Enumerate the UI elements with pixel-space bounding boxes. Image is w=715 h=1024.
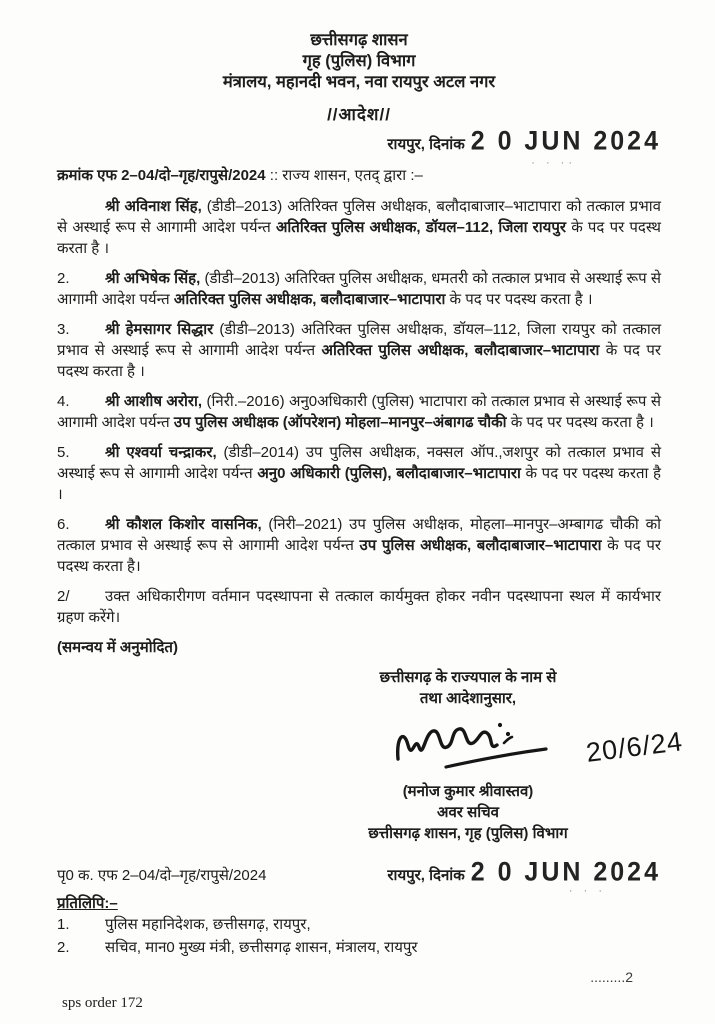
copy-item-number: 2. bbox=[57, 939, 70, 956]
para-text: (निरी.–2016) अनु0अधिकारी (पुलिस) भाटापारा को तत्काल प्रभाव से अस्थाई रूप से आगामी आदेश पर्यन्त bbox=[57, 393, 662, 431]
date-stamp: 2 0 JUN 2024 bbox=[470, 125, 661, 157]
page-number: .........2 bbox=[590, 969, 633, 985]
ref-rest: :: राज्य शासन, एतद् द्वारा :– bbox=[269, 167, 423, 184]
para-number: 3. bbox=[57, 321, 70, 338]
order-paragraph bbox=[57, 514, 661, 577]
para-text: (डीडी–2014) उप पुलिस अधीक्षक, नक्सल ऑप.,जशपुर को तत्काल प्रभाव से अस्थाई रूप से आगामी आदेश पर्यन्त bbox=[57, 444, 661, 482]
footer-date-stamp: 2 0 JUN 2024 bbox=[470, 856, 661, 888]
footer-ref-row bbox=[57, 856, 661, 897]
bottom-note: sps order 172 bbox=[62, 995, 143, 1011]
officer-name: श्री आशीष अरोरा, bbox=[105, 393, 203, 410]
signatory-name: (मनोज कुमार श्रीवास्तव) bbox=[402, 783, 534, 800]
dept-title: गृह (पुलिस) विभाग bbox=[302, 52, 416, 70]
officer-name: श्री एश्वर्या चन्द्राकर, bbox=[105, 444, 217, 461]
govt-title: छत्तीसगढ़ शासन bbox=[310, 31, 408, 49]
signatory-dept: छत्तीसगढ़ शासन, गृह (पुलिस) विभाग bbox=[368, 825, 568, 842]
copy-item-text: सचिव, मान0 मुख्य मंत्री, छत्तीसगढ़ शासन, मंत्रालय, रायपुर bbox=[105, 939, 418, 956]
stamp-smudge: · · ·· bbox=[531, 157, 576, 169]
para-text: (डीडी–2013) अतिरिक्त पुलिस अधीक्षक, धमतरी को तत्काल प्रभाव से अस्थाई रूप से आगामी आदेश पर्यन्त bbox=[57, 270, 662, 308]
date-line bbox=[57, 125, 661, 169]
para-number: 2. bbox=[57, 270, 70, 287]
order-paragraph bbox=[57, 442, 661, 505]
signatory-designation: अवर सचिव bbox=[437, 804, 499, 821]
para-text: (डीडी–2013) अतिरिक्त पुलिस अधीक्षक, बलौदाबाजार–भाटापारा को तत्काल प्रभाव से अस्थाई रूप से आगामी आदेश पर्यन्त bbox=[57, 198, 661, 236]
officer-name: श्री अभिषेक सिंह, bbox=[105, 270, 201, 287]
para-text: (निरी–2021) उप पुलिस अधीक्षक, मोहला–मानपुर–अम्बागढ चौकी को तत्काल प्रभाव से अस्थाई रूप से आगामी आदेश पर्यन्त bbox=[57, 516, 661, 554]
para-number: 4. bbox=[57, 393, 70, 410]
para-tail: के पद पर पदस्थ करता है । bbox=[57, 219, 662, 257]
para-number: 6. bbox=[57, 516, 70, 533]
signatory-authority-line2: तथा आदेशानुसार, bbox=[419, 690, 517, 707]
approval-note: (समन्वय में अनुमोदित) bbox=[57, 639, 178, 656]
para-tail: के पद पर पदस्थ करता है । bbox=[57, 342, 661, 380]
order-paragraph bbox=[57, 319, 661, 382]
copy-item-number: 1. bbox=[57, 916, 70, 933]
place-date-label: रायपुर, दिनांक bbox=[387, 136, 465, 153]
copy-to-label: प्रतिलिपि:– bbox=[57, 895, 118, 912]
officer-name: श्री हेमसागर सिद्धार bbox=[105, 321, 214, 338]
new-post: उप पुलिस अधीक्षक (ऑपरेशन) मोहला–मानपुर–अंबागढ चौकी bbox=[173, 414, 507, 431]
new-post: अतिरिक्त पुलिस अधीक्षक, बलौदाबाजार–भाटापारा bbox=[173, 291, 446, 308]
officer-name: श्री अविनाश सिंह, bbox=[105, 198, 202, 215]
signatory-authority-line1: छत्तीसगढ़ के राज्यपाल के नाम से bbox=[379, 669, 557, 686]
para-number: 2/ bbox=[57, 588, 70, 605]
closing-paragraph bbox=[57, 586, 661, 628]
ref-number: क्रमांक एफ 2–04/दो–गृह/रापुसे/2024 bbox=[57, 167, 266, 184]
signature-scribble-icon bbox=[388, 709, 578, 781]
para-tail: के पद पर पदस्थ करता है । bbox=[445, 291, 593, 308]
copy-list-item bbox=[57, 936, 661, 959]
signature-area bbox=[293, 709, 685, 781]
para-text: (डीडी–2013) अतिरिक्त पुलिस अधीक्षक, डॉयल–112, जिला रायपुर को तत्काल प्रभाव से अस्थाई रूप से आगामी आदेश पर्यन्त bbox=[57, 321, 661, 359]
footer-ref-number: पृ0 क. एफ 2–04/दो–गृह/रापुसे/2024 bbox=[57, 867, 267, 884]
handwritten-date: 20/6/24 bbox=[584, 726, 685, 768]
new-post: अतिरिक्त पुलिस अधीक्षक, बलौदाबाजार–भाटापारा bbox=[321, 342, 600, 359]
footer-place-date-label: रायपुर, दिनांक bbox=[387, 867, 465, 884]
footer-date-line bbox=[387, 856, 661, 897]
stamp-smudge: · · · bbox=[568, 885, 606, 897]
para-tail: के पद पर पदस्थ करता है । bbox=[506, 414, 654, 431]
new-post: अतिरिक्त पुलिस अधीक्षक, डॉयल–112, जिला रायपुर bbox=[275, 219, 567, 236]
order-paragraph bbox=[57, 196, 661, 259]
para-tail: के पद पर पदस्थ करता है । bbox=[57, 465, 661, 503]
copy-list-item bbox=[57, 913, 661, 936]
new-post: अनु0 अधिकारी (पुलिस), बलौदाबाजार–भाटापारा bbox=[257, 465, 521, 482]
order-heading: //आदेश// bbox=[327, 105, 391, 124]
copy-item-text: पुलिस महानिदेशक, छत्तीसगढ़, रायपुर, bbox=[105, 916, 311, 933]
para-number: 5. bbox=[57, 444, 70, 461]
new-post: उप पुलिस अधीक्षक, बलौदाबाजार–भाटापारा bbox=[359, 537, 602, 554]
order-paragraph bbox=[57, 391, 661, 433]
order-paragraph bbox=[57, 268, 661, 310]
para-tail: के पद पर पदस्थ करता है। bbox=[57, 537, 661, 575]
closing-text: उक्त अधिकारीगण वर्तमान पदस्थापना से तत्काल कार्यमुक्त होकर नवीन पदस्थापना स्थल में कार्यभार ग्रहण करेंगे। bbox=[57, 588, 661, 626]
officer-name: श्री कौशल किशोर वासनिक, bbox=[105, 516, 262, 533]
address-line: मंत्रालय, महानदी भवन, नवा रायपुर अटल नगर bbox=[222, 73, 496, 91]
signature-block bbox=[293, 667, 685, 844]
